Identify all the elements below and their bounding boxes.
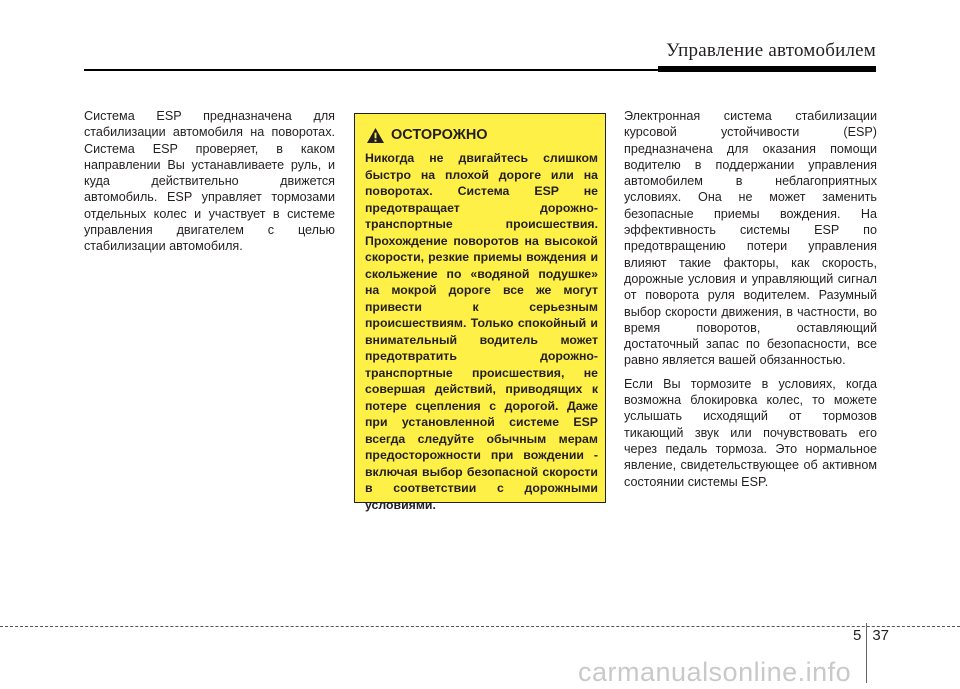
right-column xyxy=(624,108,877,497)
right-paragraph-1: Электронная система стабилизации курсовой устойчивости (ESP) предназначена для оказания помощи водителю в поддержании управления автомобилем в неблагоприятных условиях. Она не может заменить безопасные приемы вождения. На эффективность системы ESP по предотвращению потери управления влияют такие факторы, как скорость, дорожные условия и управляющий сигнал от поворота руля водителем. Разумный выбор скорости движения, в частности, во время поворотов, оставляющий достаточный запас по безопасности, все равно является вашей обязанностью. xyxy=(624,109,877,368)
left-column xyxy=(84,108,335,262)
warning-text: Никогда не двигайтесь слишком быстро на плохой дороге или на поворотах. Система ESP не предотвращает дорожно-транспортные происшествия. Прохождение поворотов на высокой скорости, резкие приемы вождения и скольжение по «водяной подушке» на мокрой дороге все же могут привести к серьезным происшествиям. Только спокойный и внимательный водитель может предотвратить дорожно-транспортные происшествия, не совершая действий, приводящих к потере сцепления с дорогой. Даже при установленной системе ESP всегда следуйте обычным мерам предосторожности при вождении - включая выбор безопасной скорости в соответствии с дорожными условиями. xyxy=(365,151,598,512)
warning-triangle-icon xyxy=(366,127,385,144)
page-number xyxy=(853,625,889,645)
right-paragraph-2: Если Вы тормозите в условиях, когда возможна блокировка колес, то можете услышать исходящий от тормозов тикающий звук или почувствовать его через педаль тормоза. Это нормальное явление, свидетельствующее об активном состоянии системы ESP. xyxy=(624,376,877,489)
footer-rule xyxy=(0,626,960,627)
chapter-number: 5 xyxy=(853,626,862,644)
header-rule-accent xyxy=(658,66,876,72)
page-header-title: Управление автомобилем xyxy=(666,40,876,61)
warning-header xyxy=(366,124,488,146)
left-paragraph-1: Система ESP предназначена для стабилизации автомобиля на поворотах. Система ESP проверяет, в каком направлении Вы устанавливаете руль, и куда действительно движется автомобиль. ESP управляет тормозами отдельных колес и участвует в системе управления двигателем с целью стабилизации автомобиля. xyxy=(84,109,335,254)
page-number-separator xyxy=(866,623,867,683)
warning-box xyxy=(354,113,606,512)
page-number-value: 37 xyxy=(872,626,890,644)
warning-title: ОСТОРОЖНО xyxy=(391,127,488,143)
watermark: carmanualsonline.info xyxy=(578,657,852,687)
